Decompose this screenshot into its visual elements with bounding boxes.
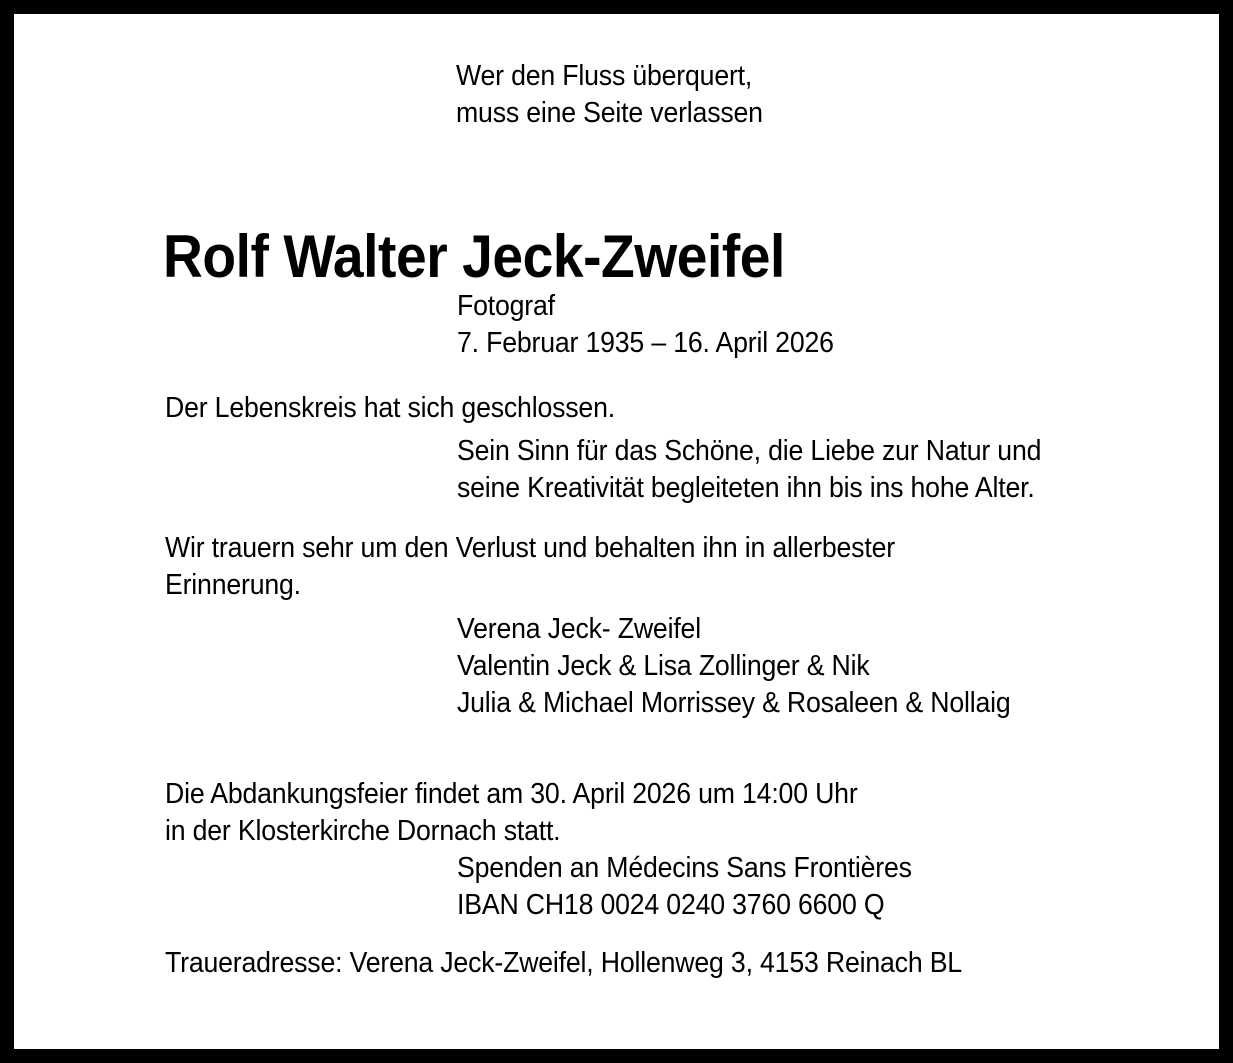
- donation-line-1: Spenden an Médecins Sans Frontières: [457, 852, 912, 884]
- service-line-2: in der Klosterkirche Dornach statt.: [165, 815, 561, 847]
- tribute-line-1: Sein Sinn für das Schöne, die Liebe zur Natur und: [457, 435, 1042, 467]
- family-member-3: Julia & Michael Morrissey & Rosaleen & Nollaig: [457, 687, 1011, 719]
- mourning-address: Traueradresse: Verena Jeck-Zweifel, Hollenweg 3, 4153 Reinach BL: [165, 947, 962, 979]
- mourning-line-2: Erinnerung.: [165, 569, 301, 601]
- mourning-line-1: Wir trauern sehr um den Verlust und behalten ihn in allerbester: [165, 532, 895, 564]
- deceased-name: Rolf Walter Jeck-Zweifel: [163, 223, 785, 290]
- opening-line: Der Lebenskreis hat sich geschlossen.: [165, 392, 615, 424]
- tribute-line-2: seine Kreativität begleiteten ihn bis ins hohe Alter.: [457, 472, 1035, 504]
- mourning-block: [165, 530, 1219, 604]
- profession: Fotograf: [457, 290, 555, 322]
- family-member-1: Verena Jeck- Zweifel: [457, 613, 701, 645]
- epigraph-line-1: Wer den Fluss überquert,: [456, 60, 753, 92]
- donation-iban: IBAN CH18 0024 0240 3760 6600 Q: [457, 889, 885, 921]
- life-dates: 7. Februar 1935 – 16. April 2026: [457, 327, 834, 359]
- epigraph-line-2: muss eine Seite verlassen: [456, 97, 763, 129]
- tribute-block: [457, 433, 1219, 507]
- family-member-2: Valentin Jeck & Lisa Zollinger & Nik: [457, 650, 870, 682]
- donation-block: [457, 850, 1219, 924]
- mourning-address-block: [165, 945, 1219, 982]
- deceased-name-block: [163, 223, 1219, 290]
- obituary-page: [14, 58, 1219, 1063]
- service-line-1: Die Abdankungsfeier findet am 30. April 2026 um 14:00 Uhr: [165, 778, 858, 810]
- service-info-block: [165, 776, 1219, 850]
- family-list: [457, 611, 1219, 722]
- epigraph: [456, 58, 1219, 132]
- opening-block: [165, 390, 1219, 427]
- name-subtitle-block: [457, 288, 1219, 362]
